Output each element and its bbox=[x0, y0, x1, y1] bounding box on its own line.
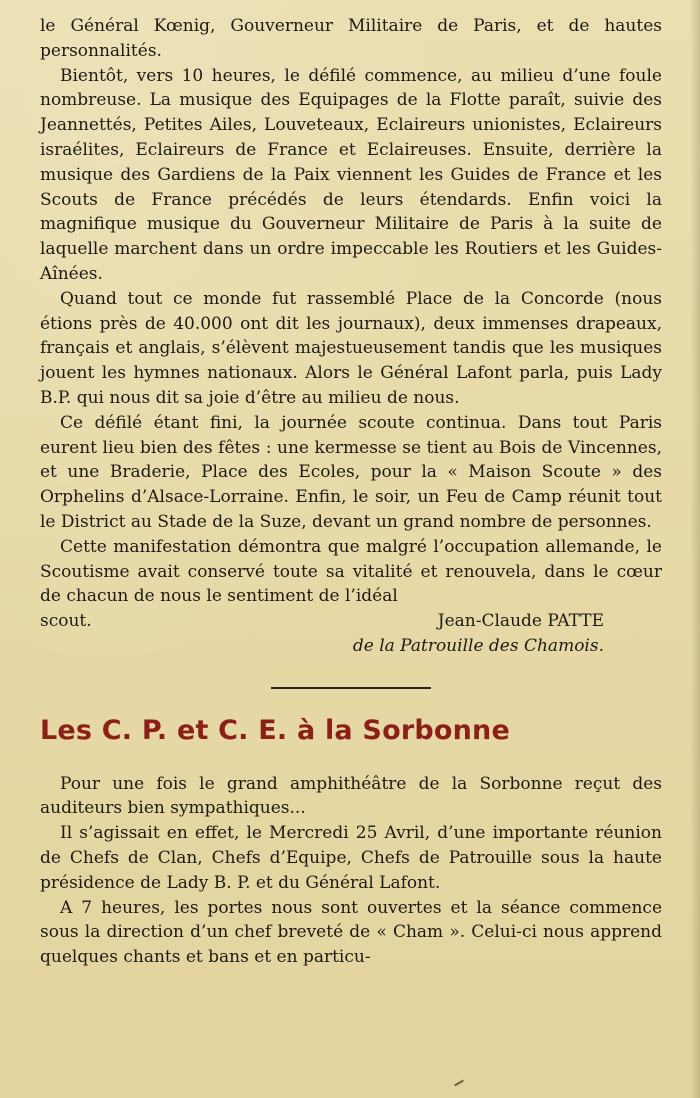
sorbonne-meeting-paragraph: Il s’agissait en effet, le Mercredi 25 Avril, d’une importante réunion de Chefs de Clan, Chefs d’Equipe, Chefs de Patrouille sous la haute présidence de Lady B. P. et du Général Lafont. bbox=[40, 823, 662, 893]
parade-paragraph: Bientôt, vers 10 heures, le défilé commence, au milieu d’une foule nombreuse. La musique des Equipages de la Flotte paraît, suivie des Jeannettés, Petites Ailes, Louveteaux, Eclaireurs unionistes, Eclaireurs israélites, Eclaireurs de France et Eclaireuses. Ensuite, derrière la musique des Gardiens de la Paix viennent les Guides de France et les Scouts de France précédés de leurs étendards. Enfin voici la magnifique musique du Gouverneur Militaire de Paris à la suite de laquelle marchent dans un ordre impeccable les Routiers et les Guides-Aînées. bbox=[40, 65, 662, 284]
sorbonne-session-paragraph: A 7 heures, les portes nous sont ouvertes et la séance commence sous la direction d’un chef breveté de « Cham ». Celui-ci nous apprend quelques chants et bans et en particu- bbox=[40, 897, 662, 968]
sorbonne-intro-paragraph: Pour une fois le grand amphithéâtre de la Sorbonne reçut des auditeurs bien sympathiques... bbox=[40, 773, 662, 819]
section-divider bbox=[271, 687, 431, 689]
signature-line bbox=[40, 609, 662, 634]
concorde-paragraph: Quand tout ce monde fut rassemblé Place de la Concorde (nous étions près de 40.000 ont dit les journaux), deux immenses drapeaux, français et anglais, s’élèvent majestueusement tandis que les musiques jouent les hymnes nationaux. Alors le Général Lafont parla, puis Lady B.P. qui nous dit sa joie d’être au milieu de nous. bbox=[40, 288, 662, 408]
continuation-paragraph: le Général Kœnig, Gouverneur Militaire de Paris, et de hautes personnalités. bbox=[40, 16, 662, 61]
author-name: Jean-Claude PATTE bbox=[437, 611, 604, 632]
festivities-paragraph: Ce défilé étant fini, la journée scoute continua. Dans tout Paris eurent lieu bien des fêtes : une kermesse se tient au Bois de Vincennes, et une Braderie, Place des Ecoles, pour la « Maison Scoute » des Orphelins d’Alsace-Lorraine. Enfin, le soir, un Feu de Camp réunit tout le District au Stade de la Suze, devant un grand nombre de personnes. bbox=[40, 412, 662, 532]
conclusion-paragraph: Cette manifestation démontra que malgré l’occupation allemande, le Scoutisme avait conservé toute sa vitalité et renouvela, dans le cœur de chacun de nous le sentiment de l’idéal bbox=[40, 536, 662, 607]
article-body bbox=[40, 14, 662, 970]
closing-word: scout. bbox=[40, 611, 92, 632]
sorbonne-section bbox=[40, 772, 662, 970]
page-edge-shadow bbox=[690, 0, 700, 1098]
print-mark bbox=[454, 1080, 464, 1087]
author-affiliation: de la Patrouille des Chamois. bbox=[352, 635, 604, 656]
section-heading: Les C. P. et C. E. à la Sorbonne bbox=[40, 714, 510, 746]
